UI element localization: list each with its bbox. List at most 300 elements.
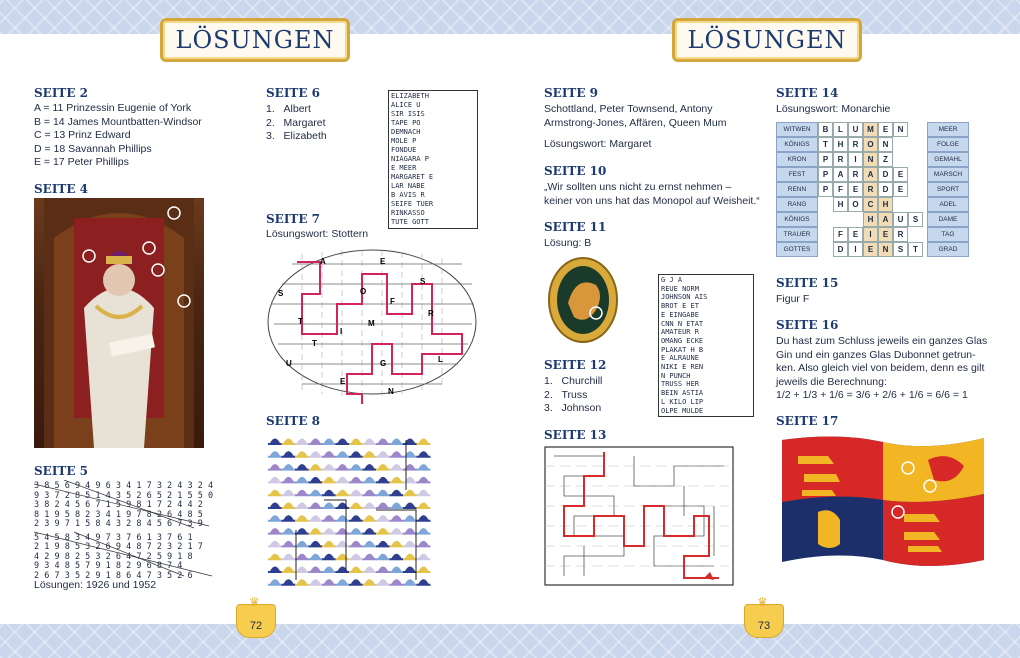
word-grid-right-clue: FOLGE [927,137,969,152]
crossword-row: E EINGABE [661,310,699,319]
hat-icon [295,528,309,535]
seite-2-line: B = 14 James Mountbatten-Windsor [34,115,202,128]
hat-icon [403,515,417,522]
number-row: 2 6 7 3 5 2 9 1 8 6 4 7 3 5 2 6 [34,570,193,581]
seite-6-list [266,103,327,144]
crossword-row: N PUNCH [661,371,691,380]
crossword-row: AMATEUR R [661,328,699,337]
hat-icon [390,477,404,484]
word-grid-cell: F [833,227,848,242]
header-banner-right [672,18,862,62]
crossword-row: NIKI E REN [661,363,704,372]
hat-icon [322,567,336,574]
hat-icon [376,490,390,497]
hat-icon [363,439,377,446]
word-grid-row [776,242,969,257]
hat-icon [268,451,282,458]
seite-11-answer: Lösung: B [544,237,592,249]
hat-icon [363,541,377,548]
word-grid-right-clue: TAG [927,227,969,242]
word-grid-cell [818,227,833,242]
list-text: Churchill [561,375,603,387]
hat-icon [295,567,309,574]
hat-icon [336,554,350,561]
hat-icon [268,477,282,484]
list-text: Truss [561,388,588,401]
maze-letter: L [438,355,443,364]
word-grid-left-clue: RENN [776,182,818,197]
hat-icon [282,541,296,548]
hat-icon [349,490,363,497]
list-number: 1. [266,103,275,115]
crossword-row: SEIFE TUER [391,200,434,208]
hat-icon [336,567,350,574]
word-grid-cell [908,227,923,242]
word-grid-cell: S [908,212,923,227]
word-grid-cell: E [848,227,863,242]
word-grid-left-clue: RANG [776,197,818,212]
royal-standard-flag [778,432,988,566]
word-grid-cell: C [863,197,878,212]
hat-icon [390,451,404,458]
list-number: 3. [266,130,275,142]
hat-icon [417,554,431,561]
hat-icon [417,528,431,535]
list-text: Johnson [561,402,602,414]
hat-icon [336,528,350,535]
hat-icon [417,464,431,471]
hat-icon [309,554,323,561]
crossword-row: OMANG ECKE [661,336,704,345]
hat-icon [322,439,336,446]
header-banner-left [160,18,350,62]
hat-icon [390,503,404,510]
hat-icon [322,490,336,497]
hat-icon [417,567,431,574]
number-row: 5 4 5 8 3 4 9 7 3 7 6 1 3 7 6 1 [34,532,193,543]
hat-icon [349,554,363,561]
list-item [266,117,327,131]
word-grid-right-clue: SPORT [927,182,969,197]
crossword-row: MARGARET E [391,173,434,181]
word-grid-cell: T [818,137,833,152]
crossword-row: MOLE P [391,137,417,145]
maze-letter: I [340,327,343,336]
list-item [266,103,327,117]
word-grid-right-clue: GEMAHL [927,152,969,167]
hat-icon [268,528,282,535]
hat-icon [403,490,417,497]
list-item [266,130,327,144]
heading-seite-7: SEITE 7 [266,212,321,226]
seite-2-line: C = 13 Prinz Edward [34,129,131,141]
maze-letter: T [312,339,317,348]
list-number: 1. [544,375,553,387]
hat-icon [282,554,296,561]
maze-letter: N [388,387,394,396]
word-grid-left-clue: TRAUER [776,227,818,242]
hat-icon [295,503,309,510]
word-grid-cell: O [863,137,878,152]
hat-icon [309,464,323,471]
heading-seite-8: SEITE 8 [266,414,321,428]
header-title-right: LÖSUNGEN [687,26,847,54]
crossword-row: B AVIS R [391,191,425,199]
hat-icon [376,567,390,574]
maze-letter: S [278,289,284,298]
number-row: 3 8 5 6 9 4 9 6 3 4 1 7 3 2 4 3 2 4 [34,481,214,491]
word-grid-cell: B [818,122,833,137]
hat-icon [417,515,431,522]
hat-icon [282,490,296,497]
word-grid-cell [893,152,908,167]
heading-seite-10: SEITE 10 [544,164,607,178]
hat-icon [309,579,323,586]
seite-16-text [776,335,987,403]
word-grid-cell: R [833,152,848,167]
hat-icon [363,515,377,522]
word-grid-cell: E [893,182,908,197]
hat-icon [417,439,431,446]
hat-icon [349,477,363,484]
hat-icon [417,451,431,458]
crossword-row: OLPE MULDE [661,406,704,415]
word-grid-cell: Z [878,152,893,167]
hat-icon [309,515,323,522]
word-grid-cell: E [893,167,908,182]
hat-icon [363,503,377,510]
hat-icon [336,464,350,471]
hat-icon [322,503,336,510]
hat-icon [268,579,282,586]
crown-icon: ♛ [757,595,768,609]
hat-icon [295,541,309,548]
list-text: Albert [283,103,311,115]
seite-2-line: A = 11 Prinzessin Eugenie of York [34,102,192,114]
crossword-row: NIAGARA P [391,155,429,163]
list-text: Elizabeth [283,130,327,142]
hat-icon [376,464,390,471]
hat-icon [282,515,296,522]
hat-icon [390,439,404,446]
word-grid-cell [908,182,923,197]
word-grid-cell: U [893,212,908,227]
word-grid-cell: O [848,197,863,212]
hat-icon [309,477,323,484]
bottom-border-band [0,624,1020,658]
hat-icon [295,490,309,497]
word-grid-cell: M [863,122,878,137]
hat-icon [376,477,390,484]
word-grid-right-clue: ADEL [927,197,969,212]
word-grid-cell [818,212,833,227]
hat-icon [363,579,377,586]
number-row: 2 1 9 8 5 3 2 6 9 4 8 7 2 3 2 1 7 [34,542,203,552]
word-grid-cell: I [848,242,863,257]
word-grid-cell [893,197,908,212]
number-row: 9 3 7 2 8 5 1 4 3 5 2 6 5 2 1 5 5 0 [34,490,214,501]
crossword-row: TUTE GOTT [391,218,429,226]
hat-icon [295,477,309,484]
hat-icon [336,579,350,586]
word-grid-cell: U [848,122,863,137]
text-line: „Wir sollten uns nicht zu ernst nehmen – [544,181,732,193]
hat-icon [390,554,404,561]
dog-portrait-frame [546,255,620,345]
hat-icon [268,439,282,446]
word-grid-row [776,197,969,212]
word-grid-cell: P [818,167,833,182]
heading-seite-14: SEITE 14 [776,86,839,100]
word-grid-cell: A [863,167,878,182]
hat-icon [309,451,323,458]
crossword-row: E MEER [391,164,417,172]
hat-icon [309,528,323,535]
hat-icon [295,464,309,471]
word-grid-row [776,227,969,242]
hat-icon [363,554,377,561]
word-grid-cell: H [833,197,848,212]
hat-icon [349,528,363,535]
maze-letter: R [428,309,434,318]
hat-icon [309,541,323,548]
hat-icon [322,451,336,458]
maze-letter: O [360,287,367,296]
heading-seite-2: SEITE 2 [34,86,89,100]
hat-icon [417,541,431,548]
word-grid-cell: N [878,137,893,152]
crossword-row: CNN N ETAT [661,319,704,328]
word-grid-right-clue: DAME [927,212,969,227]
hat-icon [336,541,350,548]
hat-icon [349,451,363,458]
crossword-row: TAPE PO [391,119,421,127]
word-grid-cell [893,137,908,152]
hat-icon [295,439,309,446]
hat-icon [349,464,363,471]
word-grid-cell [908,167,923,182]
word-grid-cell [833,212,848,227]
hat-icon [322,528,336,535]
hat-icon [390,567,404,574]
hat-icon [390,579,404,586]
hat-icon [376,515,390,522]
heading-seite-13: SEITE 13 [544,428,607,442]
list-number: 2. [544,388,553,401]
word-grid-cell: N [878,242,893,257]
number-row: 3 8 2 4 5 6 7 1 5 9 8 1 7 2 4 4 2 [34,500,203,510]
word-grid-cell: P [818,152,833,167]
hat-icon [417,579,431,586]
hat-icon [295,515,309,522]
seite-7-maze [262,244,482,404]
hat-icon [417,477,431,484]
seite-2-line: E = 17 Peter Phillips [34,156,129,168]
text-line: ken. Also gleich viel von beidem, denn es gilt [776,362,985,374]
text-line: jeweils die Berechnung: [776,375,887,388]
word-grid-row [776,137,969,152]
crossword-row: ELIZABETH [391,92,429,100]
hat-icon [336,515,350,522]
page-number-right [744,595,784,638]
hat-icon [322,541,336,548]
hat-icon [349,541,363,548]
hat-icon [282,477,296,484]
text-line: Armstrong-Jones, Affären, Queen Mum [544,116,727,129]
text-line: Lösungswort: Margaret [544,138,652,150]
heading-seite-17: SEITE 17 [776,414,839,428]
hat-icon [403,554,417,561]
hat-icon [376,503,390,510]
word-grid-cell: E [878,227,893,242]
crossword-row: FONDUE [391,146,417,154]
number-row: 9 3 4 8 5 7 9 1 8 2 9 6 8 7 4 [34,561,183,571]
crossword-row: SIR ISIS [391,110,425,118]
heading-seite-16: SEITE 16 [776,318,839,332]
heading-seite-4: SEITE 4 [34,182,89,196]
hat-icon [282,579,296,586]
word-grid-cell: T [908,242,923,257]
maze-letter: G [380,359,387,368]
page-number-text: 73 [757,620,771,632]
seite-15-answer: Figur F [776,293,810,305]
hat-icon [268,490,282,497]
word-grid-cell: E [878,122,893,137]
seite-5-strike-lines [34,480,214,580]
maze-letter: U [286,359,292,368]
word-grid-cell: I [863,227,878,242]
maze-letter: E [380,257,386,266]
word-grid-left-clue: WITWEN [776,122,818,137]
hat-icon [282,528,296,535]
word-grid-cell: E [848,182,863,197]
hat-icon [336,451,350,458]
text-line: Schottland, Peter Townsend, Antony [544,103,713,115]
number-row: 2 3 9 7 1 5 8 4 3 2 8 4 5 6 7 3 9 [34,519,203,529]
hat-icon [282,439,296,446]
heading-seite-15: SEITE 15 [776,276,839,290]
maze-letter: F [390,297,395,306]
crossword-row: BROT E ET [661,302,699,311]
word-grid-right-clue: MARSCH [927,167,969,182]
text-line: Gin und ein ganzes Glas Dubonnet getrun- [776,348,976,361]
hat-icon [363,567,377,574]
word-grid-left-clue: KRON [776,152,818,167]
seite-14-word-grid [776,122,969,257]
hat-icon [295,554,309,561]
crossword-row: ALICE U [391,101,421,109]
word-grid-cell: P [818,182,833,197]
hat-icon [403,451,417,458]
hat-icon [390,464,404,471]
crossword-row: RINKASSO [391,209,425,217]
word-grid-cell: N [863,152,878,167]
word-grid-row [776,167,969,182]
word-grid-cell: H [833,137,848,152]
hat-icon [268,554,282,561]
text-line: Du hast zum Schluss jeweils ein ganzes Glas [776,335,988,347]
word-grid-cell: S [893,242,908,257]
hat-icon [336,490,350,497]
word-grid-cell [818,242,833,257]
hat-icon [376,451,390,458]
hat-icon [403,528,417,535]
heading-seite-5: SEITE 5 [34,464,89,478]
page-number-left [236,595,276,638]
hat-icon [295,579,309,586]
crossword-row: E ALRAUNE [661,354,699,363]
top-border-band [0,0,1020,34]
word-grid-left-clue: GOTTES [776,242,818,257]
word-grid-cell: H [863,212,878,227]
crossword-row: DEMNACH [391,128,421,136]
seite-9-text [544,103,726,152]
word-grid-cell [848,212,863,227]
word-grid-cell: R [863,182,878,197]
hat-icon [282,503,296,510]
hat-icon [322,515,336,522]
list-number: 2. [266,116,275,129]
list-number: 3. [544,402,553,414]
word-grid-cell: E [863,242,878,257]
text-line: 1/2 + 1/3 + 1/6 = 3/6 + 2/6 + 1/6 = 6/6 = 1 [776,389,968,401]
header-title-left: LÖSUNGEN [175,26,335,54]
word-grid-cell: R [848,137,863,152]
seite-7-answer: Lösungswort: Stottern [266,228,369,240]
crown-icon: ♛ [249,595,260,609]
hat-icon [403,439,417,446]
seite-6-crossword [388,90,478,229]
hat-icon [390,490,404,497]
word-grid-cell: D [833,242,848,257]
crossword-row: PLAKAT H B [661,345,704,354]
hat-icon [376,439,390,446]
word-grid-left-clue: KÖNIGS [776,212,818,227]
hat-icon [322,579,336,586]
hat-icon [349,515,363,522]
hat-icon [309,439,323,446]
list-item [544,389,602,403]
hat-icon [363,451,377,458]
hat-icon [349,567,363,574]
word-grid-cell [818,197,833,212]
maze-letter: M [368,319,375,328]
hat-icon [390,541,404,548]
hat-icon [309,503,323,510]
maze-letter: S [420,277,426,286]
hat-icon [376,528,390,535]
text-line: keiner von uns hat das Monopol auf Weisheit.“ [544,194,760,207]
hat-icon [268,464,282,471]
hat-icon [363,464,377,471]
hat-icon [349,439,363,446]
seite-2-text [34,102,202,170]
word-grid-right-clue: MEER [927,122,969,137]
word-grid-cell: F [833,182,848,197]
word-grid-row [776,182,969,197]
word-grid-cell [908,122,923,137]
heading-seite-9: SEITE 9 [544,86,599,100]
hat-icon [282,464,296,471]
hat-icon [349,579,363,586]
hat-icon [363,477,377,484]
hat-icon [268,541,282,548]
word-grid-cell: H [878,197,893,212]
hat-icon [403,541,417,548]
word-grid-cell: R [893,227,908,242]
list-item [544,375,602,389]
hat-icon [295,451,309,458]
